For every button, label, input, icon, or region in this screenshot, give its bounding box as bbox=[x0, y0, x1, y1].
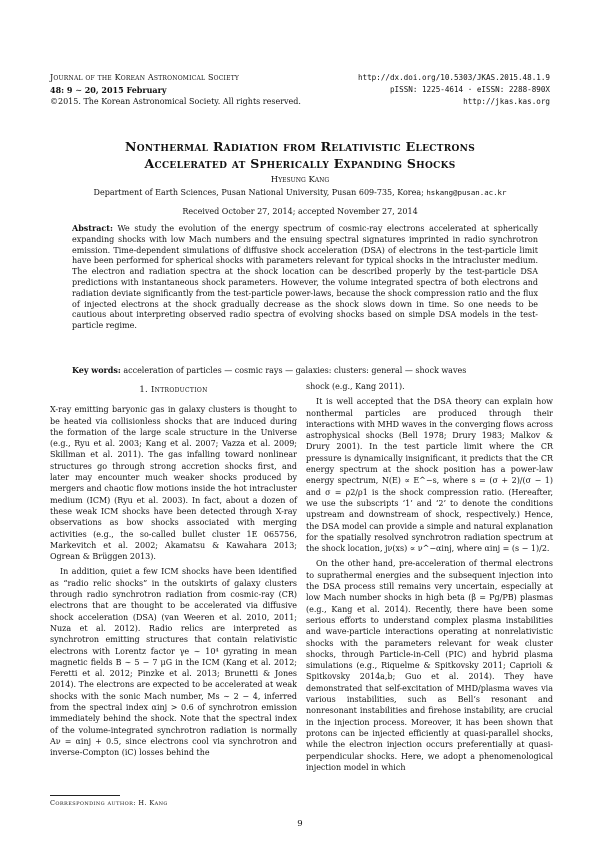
keywords-label: Key words: bbox=[72, 365, 121, 375]
left-column bbox=[50, 381, 297, 759]
paragraph: On the other hand, pre-acceleration of thermal electrons to suprathermal energies and the subsequent injection into the DSA process still remains very uncertain, especially at low Mach number shocks in high beta (β = Pg/PB) plasmas (e.g., Kang et al. 2014). Recently, there have been some serious efforts to understand complex plasma instabilities and wave-particle interactions operating at nonrelativistic shocks with the parameters relevant for weak cluster shocks, through Particle-in-Cell (PIC) and hybrid plasma simulations (e.g., Riquelme & Spitkovsky 2011; Caprioli & Spitkovsky 2014a,b; Guo et al. 2014). They have demonstrated that self-excitation of MHD/plasma waves via various instabilities, such as Bell’s resonant and nonresonant instabilities and firehose instability, are crucial in the injection process. Moreover, it has been shown that protons can be injected efficiently at quasi-parallel shocks, while the electron injection occurs preferentially at quasi-perpendicular shocks. Here, we adopt a phenomenological injection model in which bbox=[306, 559, 553, 772]
issn-line: pISSN: 1225-4614 · eISSN: 2288-890X bbox=[389, 85, 550, 94]
abstract-text: We study the evolution of the energy spectrum of cosmic-ray electrons accelerated at spherically expanding shocks with low Mach numbers and the ensuing spectral signatures imprinted in radio synchrotron emission. Time-dependent simulations of diffusive shock acceleration (DSA) of electrons in the test-particle limit have been performed for spherical shocks with parameters relevant for typical shocks in the intracluster medium. The electron and radiation spectra at the shock location can be described properly by the test-particle DSA predictions with instantaneous shock parameters. However, the volume integrated spectra of both electrons and radiation deviate significantly from the test-particle power-laws, because the shock compression ratio and the flux of injected electrons at the shock gradually decrease as the shock slows down in time. So one needs to be cautious about interpreting observed radio spectra of evolving shocks based on simple DSA models in the test-particle regime. bbox=[72, 224, 538, 331]
email-link[interactable]: hskang@pusan.ac.kr bbox=[426, 188, 507, 197]
copyright-line: ©2015. The Korean Astronomical Society. All rights reserved. bbox=[50, 97, 301, 106]
journal-header bbox=[50, 72, 301, 108]
received-dates: Received October 27, 2014; accepted November 27, 2014 bbox=[182, 207, 418, 216]
footnote-rule bbox=[50, 795, 120, 796]
abstract-label: Abstract: bbox=[72, 223, 113, 233]
title-line-2: Accelerated at Spherically Expanding Shocks bbox=[144, 156, 456, 171]
journal-url[interactable]: http://jkas.kas.org bbox=[463, 97, 550, 106]
abstract bbox=[72, 223, 538, 332]
journal-name: Journal of the Korean Astronomical Society bbox=[50, 73, 240, 82]
keywords-text: acceleration of particles — cosmic rays — galaxies: clusters: general — shock waves bbox=[123, 366, 467, 375]
page-number: 9 bbox=[297, 819, 303, 829]
corresponding-author-note: Corresponding author: H. Kang bbox=[50, 799, 168, 807]
affiliation-text: Department of Earth Sciences, Pusan National University, Pusan 609-735, Korea; bbox=[93, 188, 424, 197]
paper-title bbox=[50, 138, 550, 172]
affiliation bbox=[40, 188, 560, 197]
volume-line: 48: 9 ∼ 20, 2015 February bbox=[50, 85, 167, 95]
journal-identifiers bbox=[358, 72, 550, 108]
paragraph: X-ray emitting baryonic gas in galaxy clusters is thought to be heated via collisionless shocks that are induced during the formation of the large scale structure in the Universe (e.g., Ryu et al. 2003; Kang et al. 2007; Vazza et al. 2009; Skillman et al. 2011). The gas infalling toward nonlinear structures go through strong accretion shocks first, and later may encounter much weaker shocks produced by mergers and chaotic flow motions inside the hot intracluster medium (ICM) (Ryu et al. 2003). In fact, about a dozen of these weak ICM shocks have been detected through X-ray observations as bow shocks associated with merging activities (e.g., the so-called bullet cluster 1E 065756, Markevitch et al. 2002; Akamatsu & Kawahara 2013; Ogrean & Brüggen 2013). bbox=[50, 405, 297, 562]
title-line-1: Nonthermal Radiation from Relativistic Electrons bbox=[125, 139, 475, 154]
right-column bbox=[306, 381, 553, 773]
keywords bbox=[72, 365, 538, 375]
author-name: Hyesung Kang bbox=[270, 175, 330, 185]
doi-link[interactable]: http://dx.doi.org/10.5303/JKAS.2015.48.1.9 bbox=[357, 73, 550, 82]
section-heading-introduction: 1. Introduction bbox=[139, 385, 208, 395]
paragraph: shock (e.g., Kang 2011). bbox=[306, 382, 405, 391]
paragraph: In addition, quiet a few ICM shocks have been identified as “radio relic shocks” in the outskirts of galaxy clusters through radio synchrotron radiation from cosmic-ray (CR) electrons that are thought to be accelerated via diffusive shock acceleration (DSA) (van Weeren et al. 2010, 2011; Nuza et al. 2012). Radio relics are interpreted as synchrotron emitting structures that contain relativistic electrons with Lorentz factor γe ∼ 10⁴ gyrating in mean magnetic fields B ∼ 5 − 7 μG in the ICM (Kang et al. 2012; Feretti et al. 2012; Pinzke et al. 2013; Brunetti & Jones 2014). The electrons are expected to be accelerated at weak shocks with the sonic Mach number, Ms ∼ 2 − 4, inferred from the spectral index αinj > 0.6 of synchrotron emission immediately behind the shock. Note that the spectral index of the volume-integrated synchrotron radiation is normally Aν = αinj + 0.5, since electrons cool via synchrotron and inverse-Compton (iC) losses behind the bbox=[50, 567, 297, 758]
paragraph: It is well accepted that the DSA theory can explain how nonthermal particles are produced through their interactions with MHD waves in the converging flows across astrophysical shocks (Bell 1978; Drury 1983; Malkov & Drury 2001). In the test particle limit where the CR pressure is dynamically insignificant, it predicts that the CR energy spectrum at the shock position has a power-law energy spectrum, N(E) ∝ E^−s, where s = (σ + 2)/(σ − 1) and σ = ρ2/ρ1 is the shock compression ratio. (Hereafter, we use the subscripts ‘1’ and ‘2’ to denote the conditions upstream and downstream of shock, respectively.) Hence, the DSA model can provide a simple and natural explanation for the spatially resolved synchrotron radiation spectrum at the shock location, jν(xs) ∝ ν^−αinj, where αinj = (s − 1)/2. bbox=[306, 397, 553, 554]
